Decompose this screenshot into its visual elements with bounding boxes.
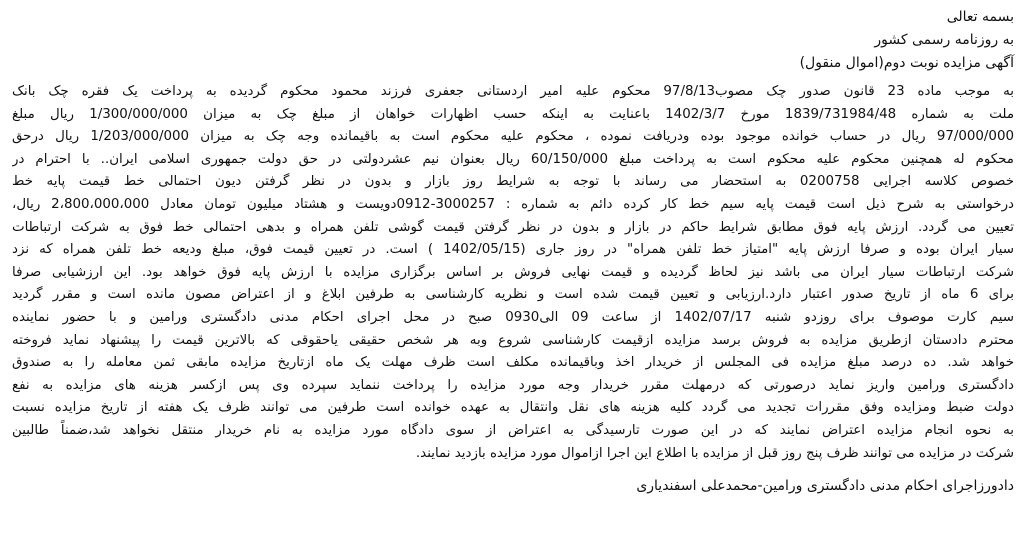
bismillah-heading: بسمه تعالی [946,9,1014,25]
body-line: به نحوه انجام مزایده اعتراض نمایند که در این صورت تارسیدگی به اعتراض از سوی دادگاه مورد مزایده به نام خریدار منتقل نخواهد شد،ضمناً طالبین [12,422,1014,438]
body-line: شرکت در مزایده می توانند ظرف پنج روز قبل از مزایده با اطلاع این اجرا ازاموال مورد مزایده بازدید نمایند. [415,445,1014,461]
body-line: محکوم له همچنین محکوم علیه محکوم است به پرداخت مبلغ 60/150/000 ریال بعنوان نیم عشردولتی در حق دولت جمهوری اسلامی ایران.. با احترام در [12,151,1014,167]
newspaper-line: به روزنامه رسمی کشور [874,32,1014,48]
body-line: سیم کارت موصوف برای روزدو شنبه 1402/07/17 از ساعت 09 الی0930 صبح در محل اجرای احکام مدنی دادگستری ورامین و با حضور نماینده [12,309,1014,325]
signature-line: دادورزاجرای احکام مدنی دادگستری ورامین-محمدعلی اسفندیاری [636,478,1014,495]
body-line: دادگستری ورامین واریز نماید درصورتی که درمهلت مقرر خریدار وجه مورد مزایده را پرداخت ننماید سپرده وی پس ازکسر هزینه های مزایده به نفع [12,377,1014,393]
body-line: شرکت ارتباطات سیار ایران می باشد نیز لحاظ گردیده و قیمت نهایی فروش بر اساس برگزاری مزایده با ارزش پایه فوق خواهد بود. این ارزشیابی صرفا [12,264,1014,280]
body-line: به موجب ماده 23 قانون صدور چک مصوب97/8/13 محکوم علیه امیر اردستانی جعفری فرزند محمود محکوم گردیده به پرداخت یک فقره چک بانک [12,84,1014,99]
body-line: خصوص کلاسه اجرایی 0200758 به استحضار می رساند با توجه به شرایط روز بازار و بدون در نظر گرفتن دیون احتمالی خط قیمت پایه خط [12,174,1014,190]
notice-body [12,81,1014,465]
body-line: دولت ضبط ومزایده وفق مقررات تجدید می گردد کلیه هزینه های نقل وانتقال به عهده خوانده است طرفین می توانند ظرف یک هفته از تاریخ مزایده نسبت [12,400,1014,416]
body-line: ملت به شماره 1839/731984/48 مورخ 1402/3/7 باعنایت به اینکه حسب اظهارات خواهان از مبلغ چک به میزان 1/300/000/000 ریال مبلغ [12,106,1014,122]
body-line: محترم دادستان ازطریق مزایده به فروش برسد مزایده ازقیمت کارشناسی شروع وبه هر شخص حقیقی یاحقوقی که بالاترین قیمت را پیشنهاد نماید فروخته [12,332,1014,348]
body-line: تعیین می گردد. ارزش پایه فوق مطابق شرایط حاکم در بازار و بدون در نظر گرفتن قیمت گوشی تلفن همراه و بدهی احتمالی خط فوق به شرکت ارتباطات [12,219,1014,235]
body-line: 97/000/000 ریال در حساب خوانده موجود بوده ودریافت نموده ، محکوم علیه محکوم است به باقیمانده وجه چک به میزان 1/203/000/000 ریال درحق [12,129,1014,145]
body-line: سیار ایران بوده و صرفا ارزش پایه "امتیاز خط تلفن همراه" در روز جاری (1402/05/15 ) است. در تعیین قیمت فوق، مبلغ ودیعه خط تلفن همراه که نزد [12,242,1014,258]
body-line: برای 6 ماه از تاریخ صدور اعتبار دارد.ارزیابی و تعیین قیمت شده است و نظریه کارشناسی به طرفین ابلاغ و از اعتراض مصون مانده است و مقرر گردید [12,287,1014,303]
body-line: درخواستی به شرح ذیل است قیمت پایه سیم خط کار کرده دائم به شماره : 3000257-0912دویست و هشتاد میلیون تومان معادل 2،800،000،000 ریال، [12,196,1014,212]
body-line: خواهد شد. ده درصد مبلغ مزایده فی المجلس از خریدار اخذ وباقیمانده مکلف است ظرف مهلت یک ماه ازتاریخ مزایده مابقی ثمن معامله را به صندوق [12,355,1014,371]
notice-title: آگهی مزایده نوبت دوم(اموال منقول) [799,55,1014,71]
